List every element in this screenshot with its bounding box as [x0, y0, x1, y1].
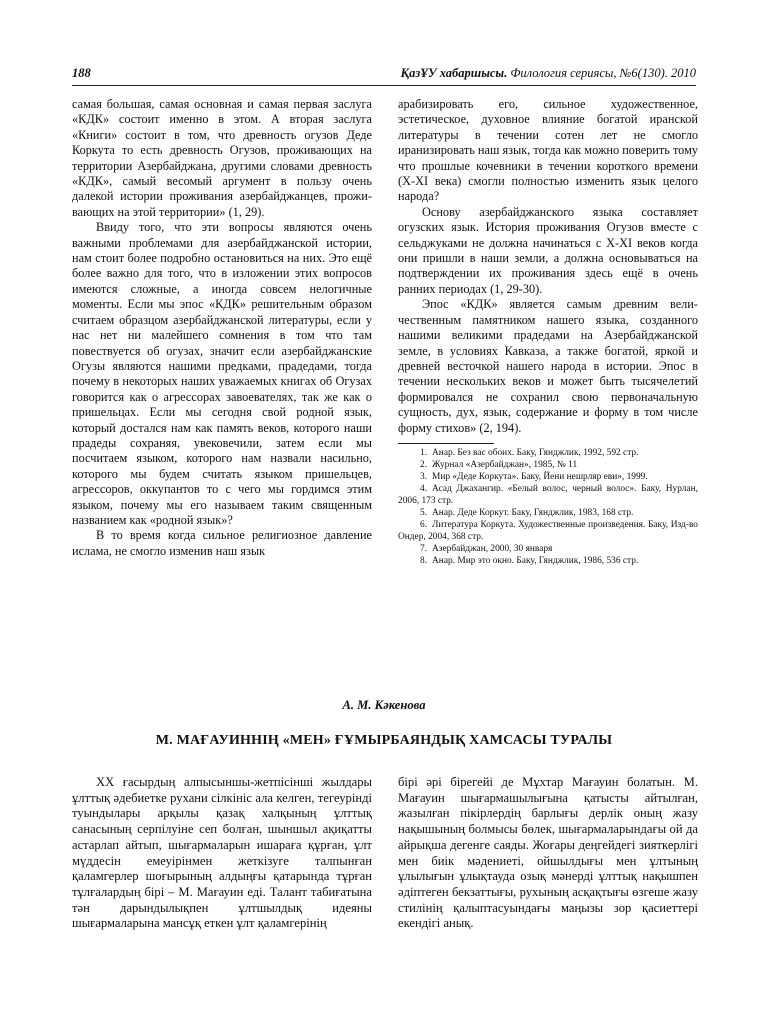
paragraph: Основу азербайджанского языка составляет огузских язык. История проживания Огузов вместе с сельджуками не должна начинаться с X-XI веков когда они пришли в наши земли, а должна основываться на подтверждении их проживания здесь ещё в очень ранних периодах (1, 29-30). [398, 204, 698, 296]
journal-citation [401, 66, 696, 81]
footnote-list [398, 447, 698, 567]
footnote: 1. Анар. Без вас обоих. Баку, Гянджлик, 1992, 592 стр. [420, 447, 639, 458]
article2-left-column [72, 775, 372, 932]
header-rule [72, 85, 696, 86]
paragraph: В то время когда сильное религиозное давление ислама, не смогло изменив наш язык [72, 528, 372, 558]
paragraph: самая большая, самая основная и самая первая заслуга «КДК» состоит именно в этом. А вторая заслуга «Книги» состоит в том, что древность огузов Деде Коркута то есть древность Огузов, проживающих на территории Азербайджана, другими словами древность «КДК», самый весомый аргумент в пользу очень далекой истории проживания азербайджанцев, проживающих на этой территории» (1, 29). [72, 97, 372, 219]
article1-right-column [398, 97, 698, 567]
footnote: 7. Азербайджан, 2000, 30 января [420, 543, 553, 554]
article1-left-column [72, 97, 372, 559]
journal-name: ҚазҰУ хабаршысы. [400, 66, 508, 80]
footnote: 2. Журнал «Азербайджан», 1985, № 11 [420, 459, 578, 470]
footnote: 3. Мир «Деде Коркута». Баку, Йени нешрляр еви», 1999. [420, 471, 648, 482]
footnote: 5. Анар. Деде Коркут. Баку, Гянджлик, 1983, 168 стр. [420, 507, 634, 518]
paragraph: арабизировать его, сильное художественное, эстетическое, духовное влияние богатой иранской литературы в течении сотен лет не смогло иранизировать наш язык, тогда как можно поверить тому что прошлые кочевники в течении короткого времени (X-XI века) смогли полностью изменить язык целого народа? [398, 97, 698, 204]
paragraph: XX ғасырдың алпысыншы-жетпісінші жылдары ұлттық әдебиетке рухани сілкініс ала келген, тегеурінді туындылары арқылы қазақ халқының ұлттық санасының серпілуіне сеп болған, шыншыл ақиқатты астарлап айтып, шығармаларын ишараға құрған, ұлт мүддесін емеуірінмен жеткізуге талпынған қаламгерлер шоғырының алдыңғы қатарында тұрған тұлғалардың бірі – М. Мағауин еді. Талант табиғатына тән дарындылықпен ұлтшылдық идеяны шығармаларына мансұқ еткен ұлт қаламгерінің [72, 775, 372, 931]
running-header [72, 66, 696, 81]
footnote-rule [398, 443, 494, 444]
paragraph: Эпос «КДК» является самым древним величественным памятником нашего языка, созданного нашими великими прадедами на Азербайджанской земле, в условиях Кавказа, а также богатой, яркой и древней весточкой нашего народа в истории. Эпос в течении нескольких веков и может быть тысячелетий формировался не сохранил свою первоначальную сущность, дух, язык, содержание и форму в том числе форму стихов» (2, 194). [398, 297, 698, 435]
page-number: 188 [72, 66, 91, 80]
paragraph: бірі әрі бірегейі де Мұхтар Мағауин болатын. М. Мағауин шығармашылығына қатысты айтылған, жазылған пікірлердің барлығы дерлік оның жазу нақышының болмысы бөлек, шығармаларындағы ой да айрықша дегенге саяды. Жоғары деңгейдегі зияткерлігі мен биік мәдениеті, ойшылдығы мен ұлтының ұлылығын ұлықтауда озық мәнерді ұлттық нақышпен әдіптеген бекзаттығы, рухының асқақтығы өзгеше жазу стилінің қалыптасуындағы маңызы зор қасиеттері екендігі анық. [398, 775, 698, 931]
footnote: 4. Асад Джахангир. «Белый волос, черный волос». Баку, Нурлан, 2006, 173 стр. [398, 483, 698, 506]
paragraph: Ввиду того, что эти вопросы являются очень важными проблемами для азербайджанской истории, нам стоит более подробно остановиться на них. Это ещё более важно для того, что в изложении этих вопросов имеются сложные, а иногда совсем нелогичные моменты. Если мы эпос «КДК» решительным образом считаем образцом азербайджанской литературы, если у нас нет ни малейшего сомнения в том что там повествуется об огузах, значит если азербайджанские Огузы являются нашими предками, прадедами, тогда почему в некоторых наших уважаемых книгах об Огузах говорится как о агрессорах завоевателях, так же как о пришельцах. Если мы сегодня свой родной язык, который достался нам как память веков, которого наши прадеды сохраняя, увековечили, затем если мы посчитаем языком, которого нам назвали насильно, которого мы будем считать языком пришельцев, агрессоров, оккупантов то с чего мы гордимся этим языком, почему мы его называем таким священным названием как «родной язык»? [72, 220, 372, 527]
footnote: 6. Литература Коркута. Художественные произведения. Баку, Изд-во Ондер, 2004, 368 стр. [398, 519, 698, 542]
article-author: А. М. Кәкенова [342, 698, 426, 712]
footnote: 8. Анар. Мир это окно. Баку, Гянджлик, 1986, 536 стр. [420, 555, 639, 566]
journal-series: Филология сериясы, №6(130). 2010 [510, 66, 696, 80]
article2-right-column [398, 775, 698, 932]
article-title: М. МАҒАУИННІҢ «МЕН» ҒҰМЫРБАЯНДЫҚ ХАМСАСЫ ТУРАЛЫ [155, 733, 613, 748]
